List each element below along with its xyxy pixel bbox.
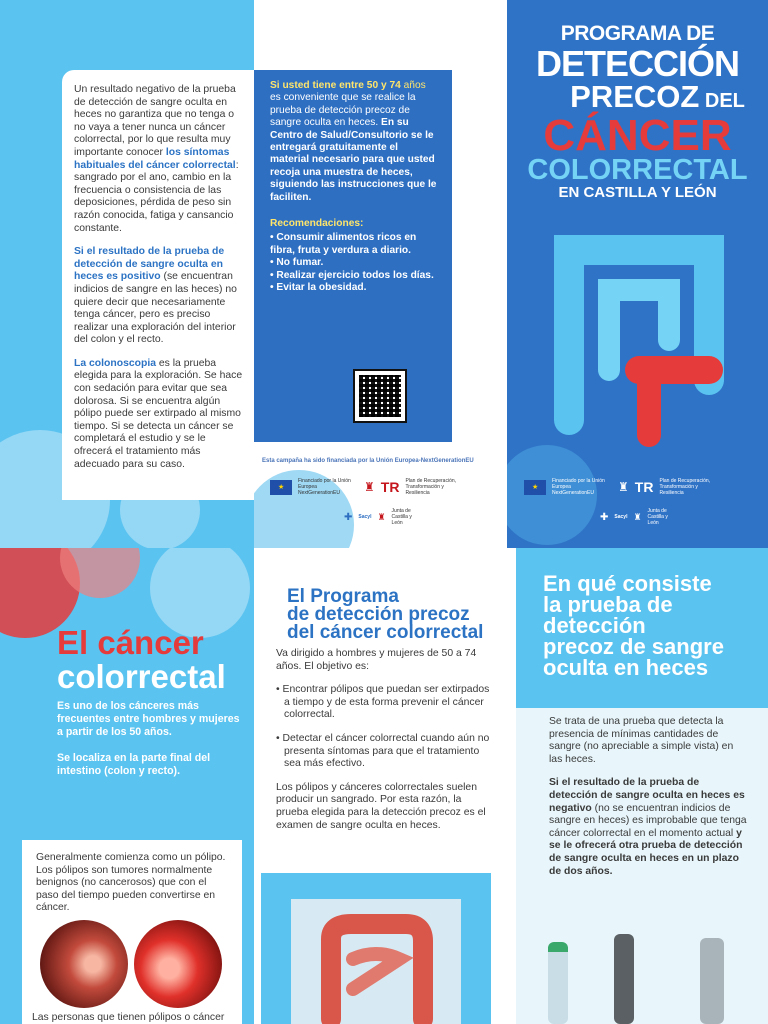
list-item: • Consumir alimentos ricos en fibra, fruta y verdura a diario.: [270, 232, 417, 256]
sacyl-logo-icon: ✚: [344, 511, 353, 523]
panel-cover: [507, 0, 768, 548]
polyp-photo: [40, 920, 128, 1008]
eu-flag-icon: [524, 480, 546, 495]
tr-logo-icon: TR: [634, 479, 654, 495]
results-text: Un resultado negativo de la prueba de detección de sangre oculta en heces no garantiza que no tenga o no vaya a tener nunca un cáncer colorrectal, por lo que resulta muy importante conocer los síntomas habituales del cáncer colorrectal: sangrado por el ano, cambio en la frecuencia o consistencia de las deposiciones, pérdida de peso sin razón conocida, fatiga y cansancio constante. Si el resultado de la prueba de detección de sangre oculta en heces es positivo (se encuentran indicios de sangre en las heces) no quiere decir que necesariamente tenga cáncer, pero es preciso realizar una exploración del interior del colon y el recto. La colonoscopia es la prueba elegida para la exploración. Se hace con sedación para evitar que sea dolorosa. Si se encuentra algún pólipo puede ser extirpado al mismo tiempo. Si se detecta un cáncer se completará el estudio y se le ofrecerá el tratamiento más adecuado para su caso.: [74, 84, 243, 470]
program-objectives: [276, 684, 494, 771]
colon-illustration: [529, 220, 749, 450]
program-text: Va dirigido a hombres y mujeres de 50 a 74 años. El objetivo es: • Encontrar pólipos que puedan ser extirpados a tiempo y de esta forma prevenir el cáncer colorrectal. • Detectar el cáncer colorrectal cuando aún no presenta síntomas para que el tratamiento sea más efectivo. Los pólipos y cánceres colorrectales suelen producir un sangrado. Por esta razón, la prueba elegida para la detección precoz es el examen de sangre oculta en heces.: [276, 648, 494, 843]
sample-tube-icon: [614, 934, 634, 1024]
eu-flag-icon: [270, 480, 292, 495]
polyp-photo: [134, 920, 222, 1008]
recommendations-list: [270, 232, 438, 294]
intestine-illustration: [261, 873, 491, 1024]
panel-results: [0, 0, 254, 548]
cancer-subtitle: Es uno de los cánceres más frecuentes entre hombres y mujeres a partir de los 50 años. Se localiza en la parte final del intestino (colon y recto).: [57, 700, 240, 777]
list-item: • Detectar el cáncer colorrectal cuando aún no presenta síntomas para que el tratamiento sea más efectivo.: [276, 732, 490, 770]
polyp-card: Generalmente comienza como un pólipo. Los pólipos son tumores normalmente benignos (no cancerosos) que con el paso del tiempo pueden convertirse en cáncer. Las personas que tienen pólipos o cáncer: [22, 840, 242, 1024]
test-title: En qué consiste la prueba de detección precoz de sangre oculta en heces: [543, 571, 724, 680]
recommendations-title: Recomendaciones:: [270, 218, 364, 230]
test-text: Se trata de una prueba que detecta la presencia de mínimas cantidades de sangre (no apreciable a simple vista) en las heces. Si el resultado de la prueba de detección de sangre oculta en heces es negativo (no se encuentran indicios de sangre en heces) es improbable que tenga cáncer colorrectal en el momento actual y se le ofrecerá otra prueba de detección de sangre oculta en heces en un plazo de dos años.: [549, 716, 747, 877]
program-title: El Programa de detección precoz del cáncer colorrectal: [287, 586, 484, 643]
cover-funding-logos: ★ Financiado por la Unión Europea NextGenerationEU ♜ TR Plan de Recuperación, Transformación y Resiliencia: [524, 478, 719, 496]
intestine-icon: [291, 899, 461, 1024]
sample-tube-icon: [548, 942, 568, 1024]
sacyl-logo-icon: ✚: [600, 511, 609, 523]
coat-of-arms-icon: ♜: [618, 480, 629, 494]
coat-of-arms-icon: ♜: [364, 480, 375, 494]
list-item: • Realizar ejercicio todos los días.: [270, 269, 434, 281]
junta-logo-icon: ♜: [377, 511, 386, 522]
recommendations-card: Si usted tiene entre 50 y 74 años es conveniente que se realice la prueba de detección precoz de sangre oculta en heces. En su Centro de Salud/Consultorio se le entregará gratuitamente el material necesario para que usted recoja una muestra de heces, siguiendo las instrucciones que le faciliten. Recomendaciones: • Consumir alimentos ricos en fibra, fruta y verdura a diario. • No fumar. • Realizar ejercicio todos los días. • Evitar la obesidad.: [254, 70, 452, 442]
list-item: • No fumar.: [270, 257, 324, 269]
list-item: • Evitar la obesidad.: [270, 282, 367, 294]
funding-logos: ★ Financiado por la Unión Europea NextGenerationEU ♜ TR Plan de Recuperación, Transformación y Resiliencia: [270, 478, 465, 496]
tr-logo-icon: TR: [380, 479, 400, 495]
sample-tube-icon: [700, 938, 724, 1024]
funding-note: Esta campaña ha sido financiada por la Unión Europea-NextGenerationEU: [262, 458, 474, 464]
cover-title: PROGRAMA DE DETECCIÓN PRECOZ DEL CÁNCER COLORRECTAL EN CASTILLA Y LEÓN: [527, 22, 748, 201]
junta-logo-icon: ♜: [633, 511, 642, 522]
qr-code[interactable]: [355, 371, 405, 421]
regional-logos: ✚ Sacyl ♜ Junta de Castilla y León: [344, 508, 412, 526]
cancer-title: El cáncer colorrectal: [57, 624, 226, 695]
cover-regional-logos: ✚ Sacyl ♜ Junta de Castilla y León: [600, 508, 668, 526]
list-item: • Encontrar pólipos que puedan ser extirpados a tiempo y de esta forma prevenir el cáncer colorrectal.: [276, 684, 490, 721]
